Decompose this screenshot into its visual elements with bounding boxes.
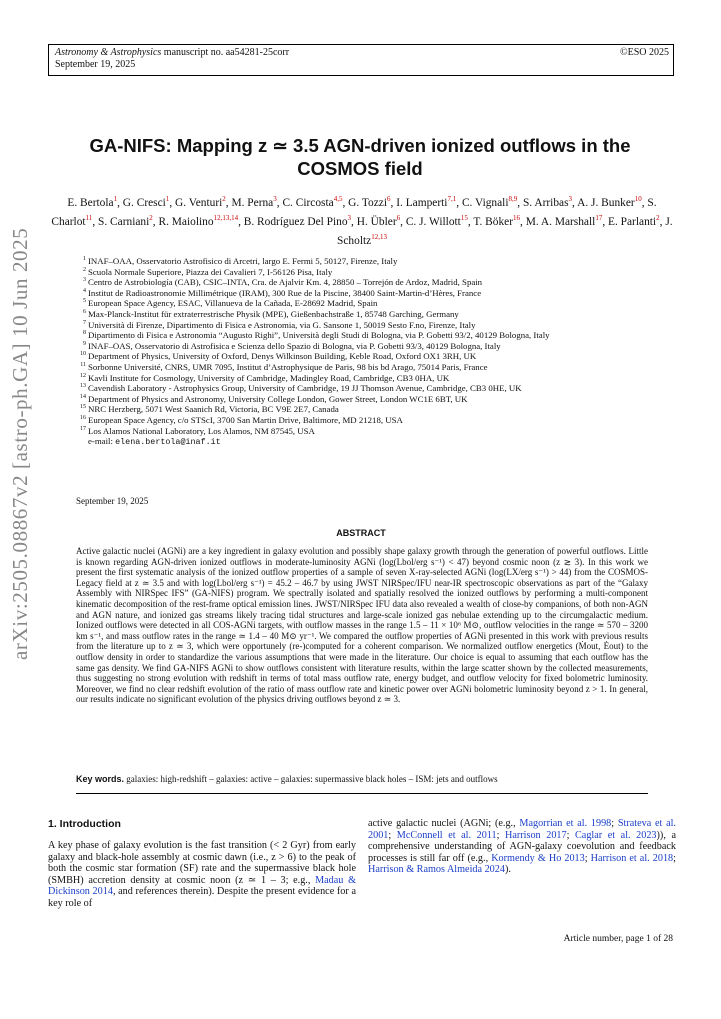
affiliation xyxy=(76,288,646,299)
author-name: C. Vignali xyxy=(461,196,509,209)
affiliation-text: NRC Herzberg, 5071 West Saanich Rd, Victoria, BC V9E 2E7, Canada xyxy=(88,404,339,415)
col2-sep: ; xyxy=(496,829,505,841)
citation-link[interactable]: Harrison & Ramos Almeida 2024 xyxy=(368,864,505,876)
author-name: C. J. Willott xyxy=(405,215,461,228)
author-name: G. Cresci xyxy=(122,196,166,209)
arxiv-stamp xyxy=(6,0,40,1019)
affiliation-text: Scuola Normale Superiore, Piazza dei Cavalieri 7, I-56126 Pisa, Italy xyxy=(88,266,333,277)
copyright: ©ESO 2025 xyxy=(620,47,669,58)
author-name: M. Perna xyxy=(231,196,274,209)
author-affiliation-ref[interactable]: 2 xyxy=(222,195,226,203)
affiliation-number: 4 xyxy=(83,287,86,294)
author-name: B. Rodríguez Del Pino xyxy=(243,215,348,228)
affiliation xyxy=(76,309,646,320)
citation-link[interactable]: Magorrian et al. 1998 xyxy=(519,818,612,829)
author-affiliation-ref[interactable]: 1 xyxy=(113,195,118,203)
affiliation-number: 11 xyxy=(80,361,86,368)
author-affiliation-ref[interactable]: 2 xyxy=(149,213,153,222)
affiliation xyxy=(76,320,646,331)
author-affiliation-ref[interactable]: 6 xyxy=(396,213,401,222)
affiliation-number: 2 xyxy=(83,266,86,273)
affiliation xyxy=(76,394,646,405)
keywords xyxy=(76,774,648,784)
affiliation-text: INAF–OAS, Osservatorio di Astrofisica e Scienza dello Spazio di Bologna, via P. Gobetti 93/3, 40129 Bologna, Italy xyxy=(88,340,501,351)
author-name: S. Arribas xyxy=(522,196,569,209)
author-name: G. Venturi xyxy=(175,196,223,209)
affiliation xyxy=(76,256,646,267)
affiliation-number: 6 xyxy=(83,308,86,315)
citation-link[interactable]: Madau & Dickinson 2014 xyxy=(48,874,356,898)
affiliation-text: European Space Agency, ESAC, Villanueva de la Cañada, E-28692 Madrid, Spain xyxy=(88,298,378,309)
affiliation xyxy=(76,298,646,309)
abstract-heading: ABSTRACT xyxy=(336,528,386,538)
author-affiliation-ref[interactable]: 11 xyxy=(85,213,93,222)
author-affiliation-ref[interactable]: 7,1 xyxy=(447,195,457,203)
citation-link[interactable]: Kormendy & Ho 2013 xyxy=(491,852,585,864)
arxiv-stamp-text: arXiv:2505.08867v2 [astro-ph.GA] 10 Jun 2025 xyxy=(8,227,32,660)
affiliation xyxy=(76,373,646,384)
author-affiliation-ref[interactable]: 1 xyxy=(165,195,170,203)
affiliation-number: 12 xyxy=(80,372,86,379)
header-date: September 19, 2025 xyxy=(55,59,136,70)
affiliation xyxy=(76,404,646,415)
right-column-text xyxy=(368,818,676,876)
keywords-label: Key words. xyxy=(76,774,125,784)
header-left xyxy=(55,47,289,71)
affiliation xyxy=(76,415,646,426)
author-name: C. Circosta xyxy=(282,196,334,209)
email-label: e-mail: xyxy=(88,436,116,447)
col2-sep: ; xyxy=(566,829,576,841)
section-title: 1. Introduction xyxy=(48,818,121,830)
affiliation-text: INAF–OAA, Osservatorio Astrofisico di Arcetri, largo E. Fermi 5, 50127, Firenze, Italy xyxy=(88,256,398,266)
citation-link[interactable]: Caglar et al. 2023 xyxy=(575,829,657,841)
author-name: H. Übler xyxy=(356,215,397,228)
journal-name: Astronomy & Astrophysics xyxy=(55,47,162,58)
affiliation xyxy=(76,383,646,394)
author-name: A. J. Bunker xyxy=(577,196,635,209)
citation-link[interactable]: Strateva et al. 2001 xyxy=(368,818,676,841)
citation-link[interactable]: Harrison et al. 2018 xyxy=(590,852,674,864)
affiliation xyxy=(76,362,646,373)
affiliation-text: Kavli Institute for Cosmology, University of Cambridge, Madingley Road, Cambridge, CB3 0HA, UK xyxy=(88,372,450,383)
author-name: M. A. Marshall xyxy=(525,215,596,228)
affiliation-number: 13 xyxy=(80,383,86,390)
affiliation xyxy=(76,426,646,437)
affiliation-number: 3 xyxy=(83,277,86,284)
author-name: S. Charlot xyxy=(51,196,657,228)
affiliation-number: 10 xyxy=(80,351,86,358)
abstract-divider xyxy=(76,793,648,794)
col2-text-c: ). xyxy=(504,864,511,876)
affiliation-number: 9 xyxy=(83,340,86,347)
running-header xyxy=(48,44,674,76)
affiliation-text: Dipartimento di Fisica e Astronomia “Augusto Righi”, Università degli Studi di Bologna, via P. Gobetti 93/2, 40129 Bologna, Italy xyxy=(88,330,550,341)
author-name: T. Böker xyxy=(473,215,513,228)
col1-end: , and references therein). Despite the present evidence for a key role of xyxy=(48,886,356,909)
author-affiliation-ref[interactable]: 17 xyxy=(595,213,603,222)
author-name: E. Bertola xyxy=(67,196,114,209)
manuscript-number: manuscript no. aa54281-25corr xyxy=(161,47,290,58)
keywords-text: galaxies: high-redshift – galaxies: active – galaxies: supermassive black holes – ISM: jets and outflows xyxy=(126,774,498,784)
email-address[interactable]: elena.bertola@inaf.it xyxy=(115,437,221,448)
author-name: R. Maiolino xyxy=(158,215,214,228)
author-affiliation-ref[interactable]: 3 xyxy=(273,195,277,203)
affiliation xyxy=(76,351,646,362)
paper-title: GA-NIFS: Mapping z ≃ 3.5 AGN-driven ionized outflows in the COSMOS field xyxy=(89,135,631,179)
author-affiliation-ref[interactable]: 3 xyxy=(568,195,573,203)
affiliation-text: Cavendish Laboratory - Astrophysics Group, University of Cambridge, 19 JJ Thomson Avenue, Cambridge, CB3 0HE, UK xyxy=(88,383,522,394)
author-affiliation-ref[interactable]: 8,9 xyxy=(508,195,518,203)
affiliation xyxy=(76,267,646,278)
citation-link[interactable]: McConnell et al. 2011 xyxy=(396,829,497,841)
affiliation-text: Los Alamos National Laboratory, Los Alamos, NM 87545, USA xyxy=(88,425,315,436)
affiliation-number: 16 xyxy=(80,414,86,421)
author-name: I. Lamperti xyxy=(396,196,448,209)
affiliation xyxy=(76,341,646,352)
author-list: E. Bertola$^1$, G. Cresci$^1$, G. Venturi$^2$, M. Perna$^3$, C. Circosta$^{4,5}$, G. Tozzi$^6$, I. Lamperti$^{7,1}$, C. Vignali$^{8,9}$, S. Arribas$^3$, A. J. Bunker$^{10}$, S. Charlot$^{11}$, S. Carniani$^2$, R. Maiolino$^{12,13,14}$, B. Rodríguez Del Pino$^3$, H. Übler$^6$, C. J. Willott$^{15}$, T. Böker$^{16}$, M. A. Marshall$^{17}$, E. Parlanti$^2$, J. Scholtz$^{12,13}$ xyxy=(51,195,673,247)
page-footer: Article number, page 1 of 28 xyxy=(563,934,673,944)
col2-sep: ; xyxy=(388,829,397,841)
author-affiliation-ref[interactable]: 12,13,14 xyxy=(213,213,239,222)
affiliation-text: Max-Planck-Institut für extraterrestrische Physik (MPE), Gießenbachstraße 1, 85748 Garching, Germany xyxy=(88,308,459,319)
author-affiliation-ref[interactable]: 12,13 xyxy=(371,232,387,241)
affiliation-number: 17 xyxy=(80,425,86,432)
author-affiliation-ref[interactable]: 10 xyxy=(634,195,642,203)
affiliation-list xyxy=(76,256,646,448)
col2-text-b: )), a comprehensive understanding of AGN-galaxy coevolution and feedback processes is still far off (e.g., xyxy=(368,829,676,864)
abstract-text: Active galactic nuclei (AGNi) are a key ingredient in galaxy evolution and possibly shape galaxy growth through the generation of powerful outflows. Little is known regarding AGN-driven ionized outflows in moderate-luminosity AGNi (log(Lbol/erg s⁻¹) < 47) beyond cosmic noon (z ≳ 3). In this work we present the first systematic analysis of the ionized outflow properties of a sample of seven X-ray-selected AGNi (log(LX/erg s⁻¹) > 44) from the COSMOS-Legacy field at z ≃ 3.5 and with log(Lbol/erg s⁻¹) = 45.2 – 46.7 by using JWST NIRSpec/IFU near-IR spectroscopic observations as part of the “Galaxy Assembly with NIRSpec IFS” (GA-NIFS) program. We spectrally isolated and spatially resolved the ionized outflows by performing a multi-component kinematic decomposition of the rest-frame optical emission lines. JWST/NIRSpec IFU data also revealed a wealth of close-by companions, of both non-AGN and AGN nature, and ionized gas streams likely tracing tidal structures and large-scale ionized gas nebulae extending up to the circumgalactic medium. Ionized outflows were detected in all COS-AGNi targets, with outflow masses in the range 1.5 – 11 × 10⁶ M⊙, outflow velocities in the range ≃ 570 – 3200 km s⁻¹, and mass outflow rates in the range ≃ 1.4 – 40 M⊙ yr⁻¹. We compared the outflow properties of AGNi presented in this work with previous results from the literature up to z ≃ 3, which were opportunely (re-)computed for a coherent comparison. We normalized outflow energetics (Ṁout, Ėout) to the outflow density in order to standardize the various assumptions that were made in the literature. Our choice is equal to assuming that each outflow has the same gas density. We find GA-NIFS AGNi to show outflows consistent with literature results, within the large scatter shown by the collected measurements, thus suggesting no strong evolution with redshift in terms of total mass outflow rate, energy budget, and outflow velocity for fixed bolometric luminosity. Moreover, we find no clear redshift evolution of the ratio of mass outflow rate and kinetic power over AGNi bolometric luminosity beyond z > 1. In general, our results indicate no significant evolution of the physics driving outflows beyond z ≃ 3. xyxy=(76,546,648,705)
affiliation-number: 1 xyxy=(83,256,86,262)
affiliation-number: 15 xyxy=(80,404,86,411)
col2-text-a: active galactic nuclei (AGNi; (e.g., xyxy=(368,818,520,829)
col2-sep: ; xyxy=(584,852,591,864)
received-date: September 19, 2025 xyxy=(76,496,149,506)
affiliation-text: Department of Physics, University of Oxford, Denys Wilkinson Building, Keble Road, Oxford OX1 3RH, UK xyxy=(88,351,477,362)
author-affiliation-ref[interactable]: 16 xyxy=(513,213,520,222)
col1-text: A key phase of galaxy evolution is the fast transition (< 2 Gyr) from early galaxy and black-hole assembly at cosmic dawn (i.e., z > 6) to the peak of both the cosmic star formation (SF) rate and the supermassive black hole (SMBH) accretion density at cosmic noon (z ≃ 1 – 3; e.g., xyxy=(48,840,356,886)
affiliation-number: 14 xyxy=(80,393,86,400)
affiliation-number: 7 xyxy=(83,319,86,326)
citation-link[interactable]: Harrison 2017 xyxy=(505,829,567,841)
affiliation-text: Institut de Radioastronomie Millimétrique (IRAM), 300 Rue de la Piscine, 38400 Saint-Martin-d’Hères, France xyxy=(88,287,482,298)
author-affiliation-ref[interactable]: 3 xyxy=(347,213,352,222)
affiliation-number: 8 xyxy=(83,330,86,337)
author-name: J. Scholtz xyxy=(337,215,673,247)
author-affiliation-ref[interactable]: 4,5 xyxy=(333,195,343,203)
affiliation-text: Centro de Astrobiología (CAB), CSIC–INTA, Cra. de Ajalvir Km. 4, 28850 – Torrejón de Ardoz, Madrid, Spain xyxy=(88,277,483,288)
author-affiliation-ref[interactable]: 2 xyxy=(656,213,660,222)
author-affiliation-ref[interactable]: 15 xyxy=(460,213,468,222)
email-line xyxy=(76,436,646,448)
affiliation-text: Università di Firenze, Dipartimento di Fisica e Astronomia, via G. Sansone 1, 50019 Sesto F.no, Firenze, Italy xyxy=(88,319,476,330)
left-column-text xyxy=(48,840,356,910)
author-name: S. Carniani xyxy=(98,215,150,228)
author-name: G. Tozzi xyxy=(348,196,388,209)
col2-sep: ; xyxy=(611,818,618,829)
affiliation-text: Sorbonne Université, CNRS, UMR 7095, Institut d’Astrophysique de Paris, 98 bis bd Arago, 75014 Paris, France xyxy=(88,361,488,372)
affiliation xyxy=(76,277,646,288)
affiliation-number: 5 xyxy=(83,298,86,305)
author-affiliation-ref[interactable]: 6 xyxy=(387,195,391,203)
affiliation xyxy=(76,330,646,341)
affiliation-text: European Space Agency, c/o STScI, 3700 San Martin Drive, Baltimore, MD 21218, USA xyxy=(88,414,403,425)
author-name: E. Parlanti xyxy=(608,215,657,228)
affiliation-text: Department of Physics and Astronomy, University College London, Gower Street, London WC1E 6BT, UK xyxy=(88,393,468,404)
col2-sep: ; xyxy=(673,852,676,864)
